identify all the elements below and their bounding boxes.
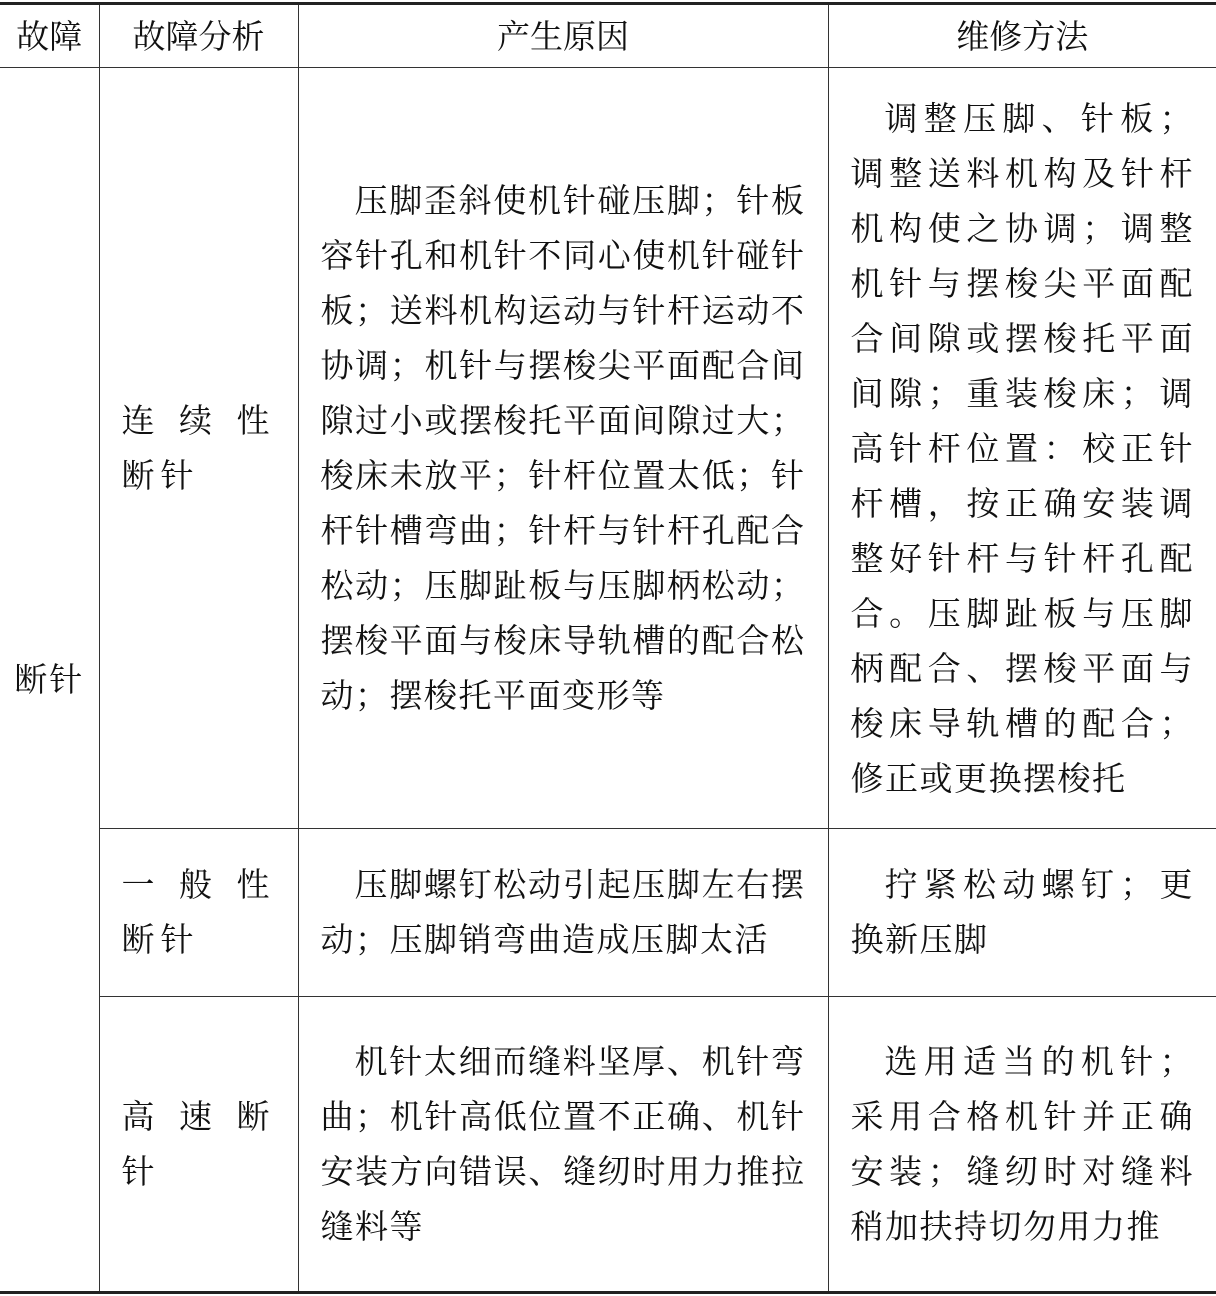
repair-cell <box>828 68 1216 829</box>
header-cause: 产生原因 <box>298 4 828 68</box>
header-row <box>0 4 1216 68</box>
table-row <box>0 829 1216 996</box>
fault-table <box>0 2 1216 1294</box>
repair-cell <box>828 996 1216 1293</box>
analysis-cell: 连续性断针 <box>99 68 298 829</box>
cause-cell <box>298 996 828 1293</box>
repair-text: 拧紧松动螺钉；更换新压脚 <box>850 865 1194 960</box>
cause-text: 压脚螺钉松动引起压脚左右摆动；压脚销弯曲造成压脚太活 <box>320 865 806 960</box>
analysis-cell: 高速断针 <box>99 996 298 1293</box>
fault-cell: 断针 <box>0 68 99 1293</box>
repair-cell <box>828 829 1216 996</box>
table-row <box>0 996 1216 1293</box>
cause-text: 压脚歪斜使机针碰压脚；针板容针孔和机针不同心使机针碰针板；送料机构运动与针杆运动不协调；机针与摆梭尖平面配合间隙过小或摆梭托平面间隙过大；梭床未放平；针杆位置太低；针杆针槽弯曲；针杆与针杆孔配合松动；压脚趾板与压脚柄松动；摆梭平面与梭床导轨槽的配合松动；摆梭托平面变形等 <box>320 181 806 716</box>
repair-text: 选用适当的机针；采用合格机针并正确安装；缝纫时对缝料稍加扶持切勿用力推 <box>850 1041 1194 1246</box>
cause-text: 机针太细而缝料坚厚、机针弯曲；机针高低位置不正确、机针安装方向错误、缝纫时用力推拉缝料等 <box>320 1041 806 1246</box>
header-repair: 维修方法 <box>828 4 1216 68</box>
cause-cell <box>298 68 828 829</box>
repair-text: 调整压脚、针板；调整送料机构及针杆机构使之协调；调整机针与摆梭尖平面配合间隙或摆梭托平面间隙；重装梭床；调高针杆位置：校正针杆槽，按正确安装调整好针杆与针杆孔配合。压脚趾板与压脚柄配合、摆梭平面与梭床导轨槽的配合；修正或更换摆梭托 <box>850 98 1194 798</box>
cause-cell <box>298 829 828 996</box>
analysis-cell: 一般性断针 <box>99 829 298 996</box>
header-fault: 故障 <box>0 4 99 68</box>
table-row <box>0 68 1216 829</box>
header-analysis: 故障分析 <box>99 4 298 68</box>
